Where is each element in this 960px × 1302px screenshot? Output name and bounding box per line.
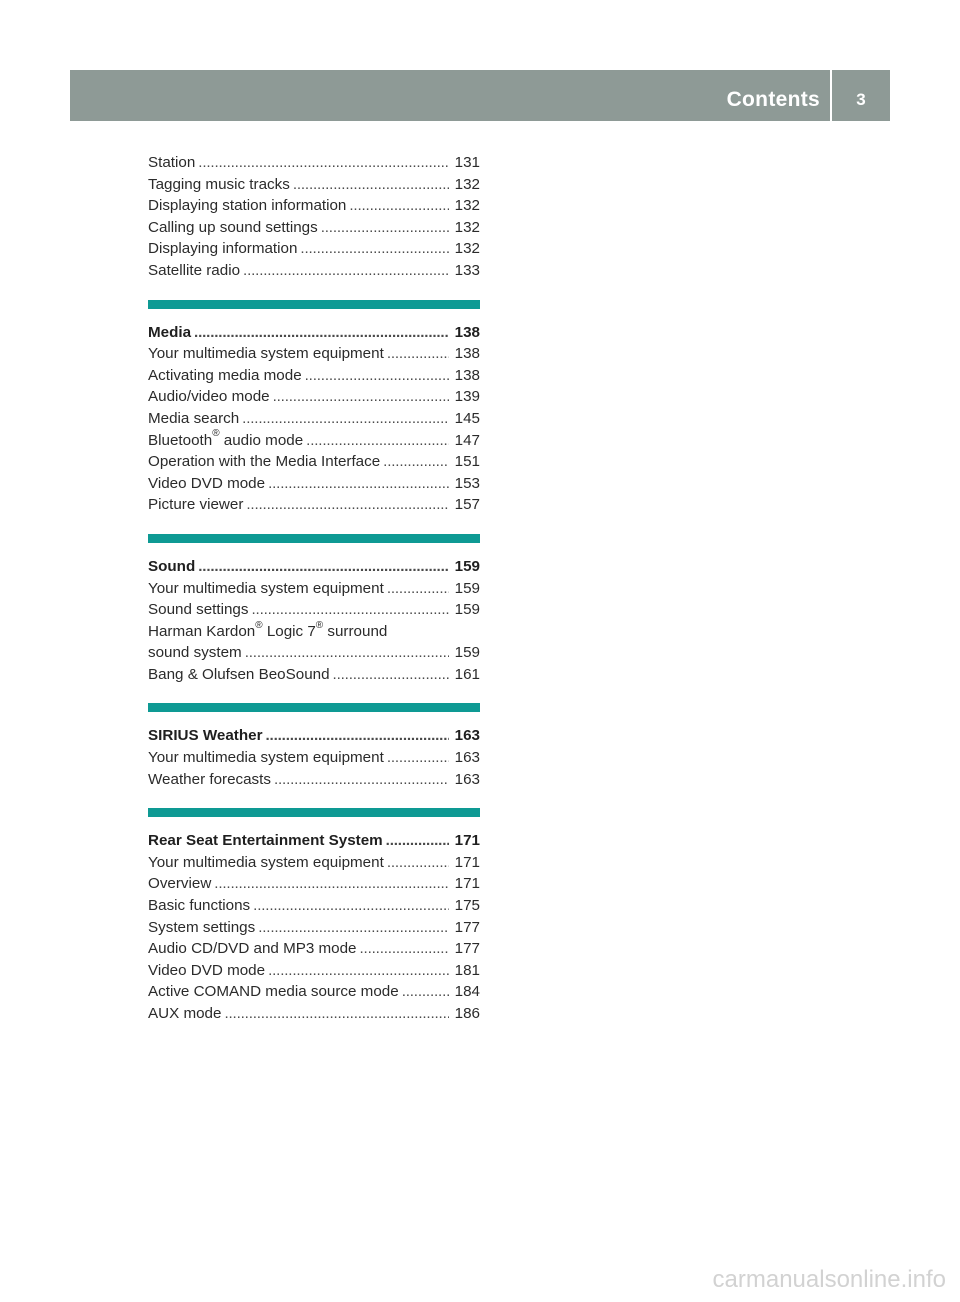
toc-entry[interactable]: Your multimedia system equipment . . . 138 bbox=[148, 343, 480, 365]
toc-section-sound bbox=[148, 534, 480, 686]
table-of-contents bbox=[148, 152, 480, 1025]
toc-entry[interactable]: System settings . . . 177 bbox=[148, 917, 480, 939]
toc-entry[interactable]: Weather forecasts . . . 163 bbox=[148, 769, 480, 791]
toc-entry[interactable]: Activating media mode . . . 138 bbox=[148, 365, 480, 387]
toc-entry[interactable]: Audio CD/DVD and MP3 mode . . . 177 bbox=[148, 938, 480, 960]
toc-entry[interactable]: Satellite radio . . . 133 bbox=[148, 260, 480, 282]
header-bar bbox=[70, 70, 890, 121]
toc-entry[interactable]: Video DVD mode . . . 181 bbox=[148, 960, 480, 982]
page-title: Contents bbox=[726, 88, 820, 111]
toc-entry[interactable]: Video DVD mode . . . 153 bbox=[148, 473, 480, 495]
section-divider-bar bbox=[148, 534, 480, 543]
toc-entry[interactable]: Calling up sound settings . . . 132 bbox=[148, 217, 480, 239]
toc-entry[interactable]: Media search . . . 145 bbox=[148, 408, 480, 430]
section-divider-bar bbox=[148, 808, 480, 817]
page-number: 3 bbox=[856, 90, 866, 109]
toc-entry[interactable]: Displaying station information . . . 132 bbox=[148, 195, 480, 217]
toc-entry[interactable]: AUX mode . . . 186 bbox=[148, 1003, 480, 1025]
toc-entry[interactable]: sound system . . . 159 bbox=[148, 642, 480, 664]
toc-entry[interactable]: Basic functions . . . 175 bbox=[148, 895, 480, 917]
toc-entry[interactable]: Overview . . . 171 bbox=[148, 873, 480, 895]
toc-entry[interactable]: Bang & Olufsen BeoSound . . . 161 bbox=[148, 664, 480, 686]
toc-section-sirius-weather bbox=[148, 703, 480, 790]
toc-entry[interactable]: Station . . . 131 bbox=[148, 152, 480, 174]
section-divider-bar bbox=[148, 300, 480, 309]
toc-section-title[interactable]: Rear Seat Entertainment System . . . 171 bbox=[148, 830, 480, 852]
toc-entry[interactable]: Your multimedia system equipment . . . 171 bbox=[148, 852, 480, 874]
toc-entry[interactable]: Displaying information . . . 132 bbox=[148, 238, 480, 260]
toc-section-title[interactable]: Media . . . 138 bbox=[148, 322, 480, 344]
toc-entry-first-line[interactable]: Harman Kardon® Logic 7® surround bbox=[148, 619, 388, 640]
toc-entry[interactable]: Operation with the Media Interface . . . 151 bbox=[148, 451, 480, 473]
toc-section-radio bbox=[148, 152, 480, 282]
toc-section-title[interactable]: SIRIUS Weather . . . 163 bbox=[148, 725, 480, 747]
watermark: carmanualsonline.info bbox=[712, 1266, 946, 1293]
toc-entry[interactable]: Picture viewer . . . 157 bbox=[148, 494, 480, 516]
toc-entry[interactable]: Bluetooth® audio mode . . . 147 bbox=[148, 430, 480, 452]
toc-section-rear-seat bbox=[148, 808, 480, 1024]
section-divider-bar bbox=[148, 703, 480, 712]
toc-section-title[interactable]: Sound . . . 159 bbox=[148, 556, 480, 578]
toc-entry[interactable]: Tagging music tracks . . . 132 bbox=[148, 174, 480, 196]
toc-entry[interactable]: Your multimedia system equipment . . . 163 bbox=[148, 747, 480, 769]
toc-entry[interactable]: Active COMAND media source mode . . . 184 bbox=[148, 981, 480, 1003]
toc-entry[interactable]: Your multimedia system equipment . . . 159 bbox=[148, 578, 480, 600]
toc-section-media bbox=[148, 300, 480, 516]
toc-entry[interactable]: Sound settings . . . 159 bbox=[148, 599, 480, 621]
toc-entry[interactable]: Audio/video mode . . . 139 bbox=[148, 386, 480, 408]
